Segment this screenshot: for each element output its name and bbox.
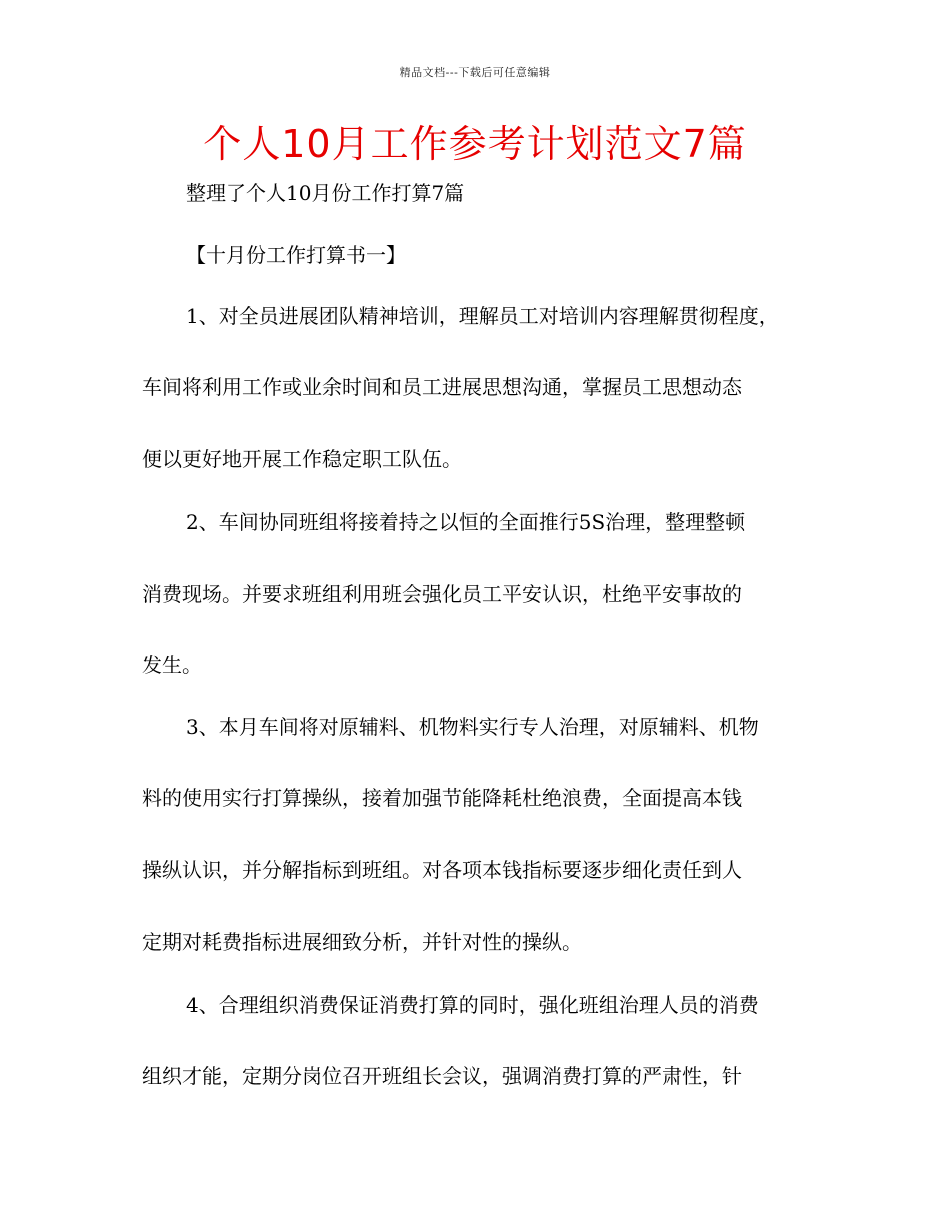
intro-line: 整理了个人10月份工作打算7篇 — [186, 181, 465, 205]
paragraph-line: 1、对全员进展团队精神培训，理解员工对培训内容理解贯彻程度， — [186, 304, 779, 328]
section-heading: 【十月份工作打算书一】 — [186, 243, 406, 267]
paragraph-line: 2、车间协同班组将接着持之以恒的全面推行5S治理，整理整顿 — [186, 510, 746, 534]
paragraph-line: 便以更好地开展工作稳定职工队伍。 — [142, 447, 462, 471]
paragraph-line: 发生。 — [142, 653, 202, 677]
paragraph-line: 车间将利用工作或业余时间和员工进展思想沟通，掌握员工思想动态 — [142, 375, 742, 399]
header-note: 精品文档---下载后可任意编辑 — [399, 66, 551, 79]
document-title: 个人10月工作参考计划范文7篇 — [203, 122, 747, 166]
paragraph-line: 操纵认识，并分解指标到班组。对各项本钱指标要逐步细化责任到人 — [142, 858, 742, 882]
paragraph-line: 料的使用实行打算操纵，接着加强节能降耗杜绝浪费，全面提高本钱 — [142, 786, 742, 810]
paragraph-line: 组织才能，定期分岗位召开班组长会议，强调消费打算的严肃性，针 — [142, 1064, 742, 1088]
paragraph-line: 消费现场。并要求班组利用班会强化员工平安认识，杜绝平安事故的 — [142, 582, 742, 606]
paragraph-line: 3、本月车间将对原辅料、机物料实行专人治理，对原辅料、机物 — [186, 715, 759, 739]
paragraph-line: 4、合理组织消费保证消费打算的同时，强化班组治理人员的消费 — [186, 993, 759, 1017]
paragraph-line: 定期对耗费指标进展细致分析，并针对性的操纵。 — [142, 930, 582, 954]
